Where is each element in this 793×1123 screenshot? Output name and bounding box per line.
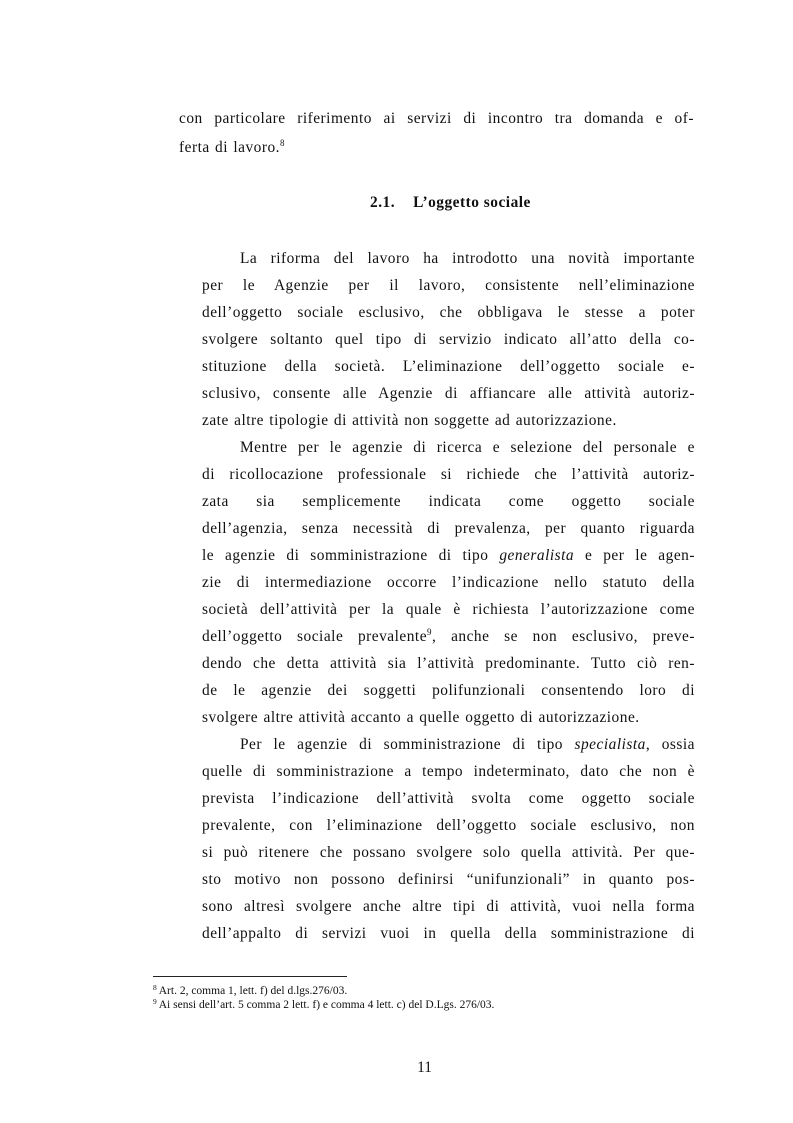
text-line: prevista l’indicazione dell’attività svolta come oggetto sociale (202, 790, 695, 807)
italic-term: generalista (499, 547, 575, 564)
text-line: zie di intermediazione occorre l’indicazione nello statuto della (202, 574, 695, 591)
footnote: $^8$ Art. 2, comma 1, lett. f) del d.lgs.276/03. (153, 983, 348, 997)
page-number: 11 (417, 1059, 432, 1076)
text-line: de le agenzie dei soggetti polifunzionali consentendo loro di (202, 682, 695, 699)
text-line: prevalente, con l’eliminazione dell’oggetto sociale esclusivo, non (202, 817, 695, 834)
text-line: svolgere soltanto quel tipo di servizio indicato all’atto della co- (202, 331, 695, 348)
text-line: zate altre tipologie di attività non soggette ad autorizzazione. (202, 412, 617, 429)
text-line: stituzione della società. L’eliminazione dell’oggetto sociale e- (202, 358, 695, 375)
footnote-rule (153, 976, 347, 977)
text-line: le agenzie di somministrazione di tipo generalista e per le agen- (202, 547, 695, 564)
section-heading: 2.1. L’oggetto sociale (370, 194, 531, 211)
text-line: sono altresì svolgere anche altre tipi di attività, vuoi nella forma (202, 898, 695, 915)
text-line: Per le agenzie di somministrazione di tipo specialista, ossia (240, 736, 695, 753)
footnote: $^9$ Ai sensi dell’art. 5 comma 2 lett. f) e comma 4 lett. c) del D.Lgs. 276/03. (153, 997, 495, 1011)
italic-term: specialista (574, 736, 646, 753)
text-line: La riforma del lavoro ha introdotto una novità importante (240, 250, 695, 267)
text-line: quelle di somministrazione a tempo indeterminato, dato che non è (202, 763, 695, 780)
text-line: per le Agenzie per il lavoro, consistente nell’eliminazione (202, 277, 695, 294)
text-line: con particolare riferimento ai servizi di incontro tra domanda e of- (179, 110, 694, 127)
footnote-ref: 8 (280, 138, 286, 148)
text-line: ferta di lavoro.$^8$ (179, 138, 286, 156)
text-line: sclusivo, consente alle Agenzie di affiancare alle attività autoriz- (202, 385, 695, 402)
text-line: dell’oggetto sociale esclusivo, che obbligava le stesse a poter (202, 304, 695, 321)
text-line: dell’oggetto sociale prevalente$^9$, anche se non esclusivo, preve- (202, 627, 695, 645)
footnote-ref: 9 (427, 627, 433, 637)
text-line: zata sia semplicemente indicata come oggetto sociale (202, 493, 695, 510)
text-line: si può ritenere che possano svolgere solo quella attività. Per que- (202, 844, 695, 861)
text-line: Mentre per le agenzie di ricerca e selezione del personale e (240, 439, 695, 456)
text-line: società dell’attività per la quale è richiesta l’autorizzazione come (202, 601, 695, 618)
text-line: dendo che detta attività sia l’attività predominante. Tutto ciò ren- (202, 655, 695, 672)
text-line: sto motivo non possono definirsi “unifunzionali” in quanto pos- (202, 871, 695, 888)
text-line: di ricollocazione professionale si richiede che l’attività autoriz- (202, 466, 695, 483)
text-line: dell’appalto di servizi vuoi in quella della somministrazione di (202, 925, 695, 942)
text-line: svolgere altre attività accanto a quelle oggetto di autorizzazione. (202, 709, 640, 726)
text-line: dell’agenzia, senza necessità di prevalenza, per quanto riguarda (202, 520, 695, 537)
